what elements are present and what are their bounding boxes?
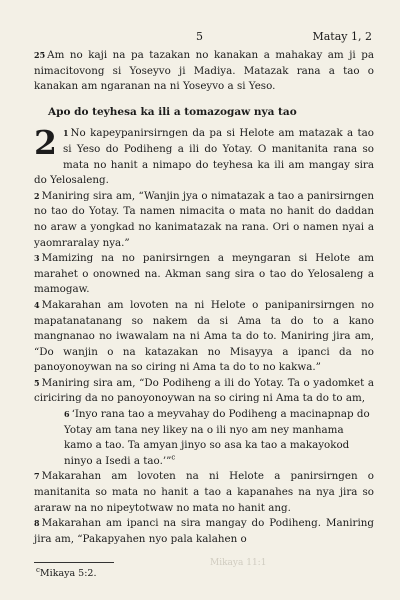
verse-text: Am no kaji na pa tazakan no kanakan a mahakay am ji pa nimacitovong si Yoseyvo ji Madiya. Matazak rana a tao o kanakan am ngaranan na ni Yoseyvo a si Yeso.	[34, 49, 374, 93]
verse-25	[34, 48, 374, 95]
verse-number: 1	[62, 128, 69, 139]
verse-number: 25	[34, 50, 46, 60]
verse-number: 7	[34, 471, 40, 482]
verse-2-6-quote	[64, 407, 374, 469]
chapter-number: 2	[34, 123, 57, 163]
verse-text: Makarahan am lovoten na ni Helote a panirsirngen o manitanita so mata no hanit a tao a kapanahes na nya jira so araraw na no nipeytotwaw no mata no hanit ang.	[34, 470, 374, 514]
footnote	[36, 565, 97, 579]
verse-text: Makarahan am ipanci na sira mangay do Podiheng. Maniring jira am, “Pakapyahen nyo pala kalahen o	[34, 517, 374, 545]
verse-number: 5	[34, 377, 40, 388]
verse-text: Maniring sira am, “Wanjin jya o nimatazak a tao a panirsirngen no tao do Yotay. Ta namen nimacita o mata no hanit do daddan no araw a yongkad no kanimatazak na rana. Ori o namen nyai a yaomraralay nya.”	[34, 189, 374, 249]
verse-number: 2	[34, 190, 40, 201]
verse-2-1	[34, 123, 374, 188]
verse-text: Maniring sira am, “Do Podiheng a ili do Yotay. Ta o yadomket a ciriciring da no panoyonoywan na so ciring ni Ama ta do to am,	[34, 376, 374, 405]
verse-text: Mamizing na no panirsirngen a meyngaran si Helote am marahet o onowned na. Akman sang sira o tao do Yelosaleng a mamogaw.	[34, 252, 374, 296]
page-header	[0, 30, 400, 48]
footnote-marker: c	[171, 453, 176, 462]
body-text	[34, 48, 374, 547]
footnote-marker: c	[36, 565, 40, 574]
verse-2-2	[34, 189, 374, 251]
verse-2-5	[34, 376, 374, 407]
verse-2-8	[34, 516, 374, 547]
verse-number: 3	[34, 253, 40, 264]
page-number: 5	[196, 30, 203, 43]
verse-2-3	[34, 251, 374, 298]
verse-text: ‘Inyo rana tao a meyvahay do Podiheng a macinapnap do Yotay am tana ney likey na o ili nyo am ney manhama kamo a tao. Ta amyan jinyo so asa ka tao a makayokod ninyo a Isedi a tao.’”	[64, 408, 370, 467]
verse-2-4	[34, 298, 374, 376]
footnote-divider	[34, 562, 114, 563]
running-head: Matay 1, 2	[312, 30, 372, 43]
show-through-text: Mikaya 11:1	[210, 558, 267, 568]
verse-text: Makarahan am lovoten na ni Helote o panipanirsirngen no mapatanatanang so nakem da si Ama ta do to a kano mangnanao no iwawalam na ni Ama ta do to. Maniring jira am, “Do wanjin o na katazakan no Misayya a ipanci da no panoyonoywan na so ciring ni Ama ta do to no kakwa.”	[34, 298, 374, 374]
section-heading: Apo do teyhesa ka ili a tomazogaw nya tao	[48, 105, 297, 118]
footnote-text: Mikaya 5:2.	[39, 568, 97, 579]
verse-2-7	[34, 469, 374, 516]
verse-text: No kapeypanirsirngen da pa si Helote am matazak a tao si Yeso do Podiheng a ili do Yotay. O manitanita rana so mata no hanit a nimapo do teyhesa ka ili am mangay sira do Yelosaleng.	[34, 127, 374, 187]
verse-number: 6	[64, 409, 70, 420]
verse-number: 4	[34, 299, 40, 310]
verse-number: 8	[34, 518, 40, 529]
